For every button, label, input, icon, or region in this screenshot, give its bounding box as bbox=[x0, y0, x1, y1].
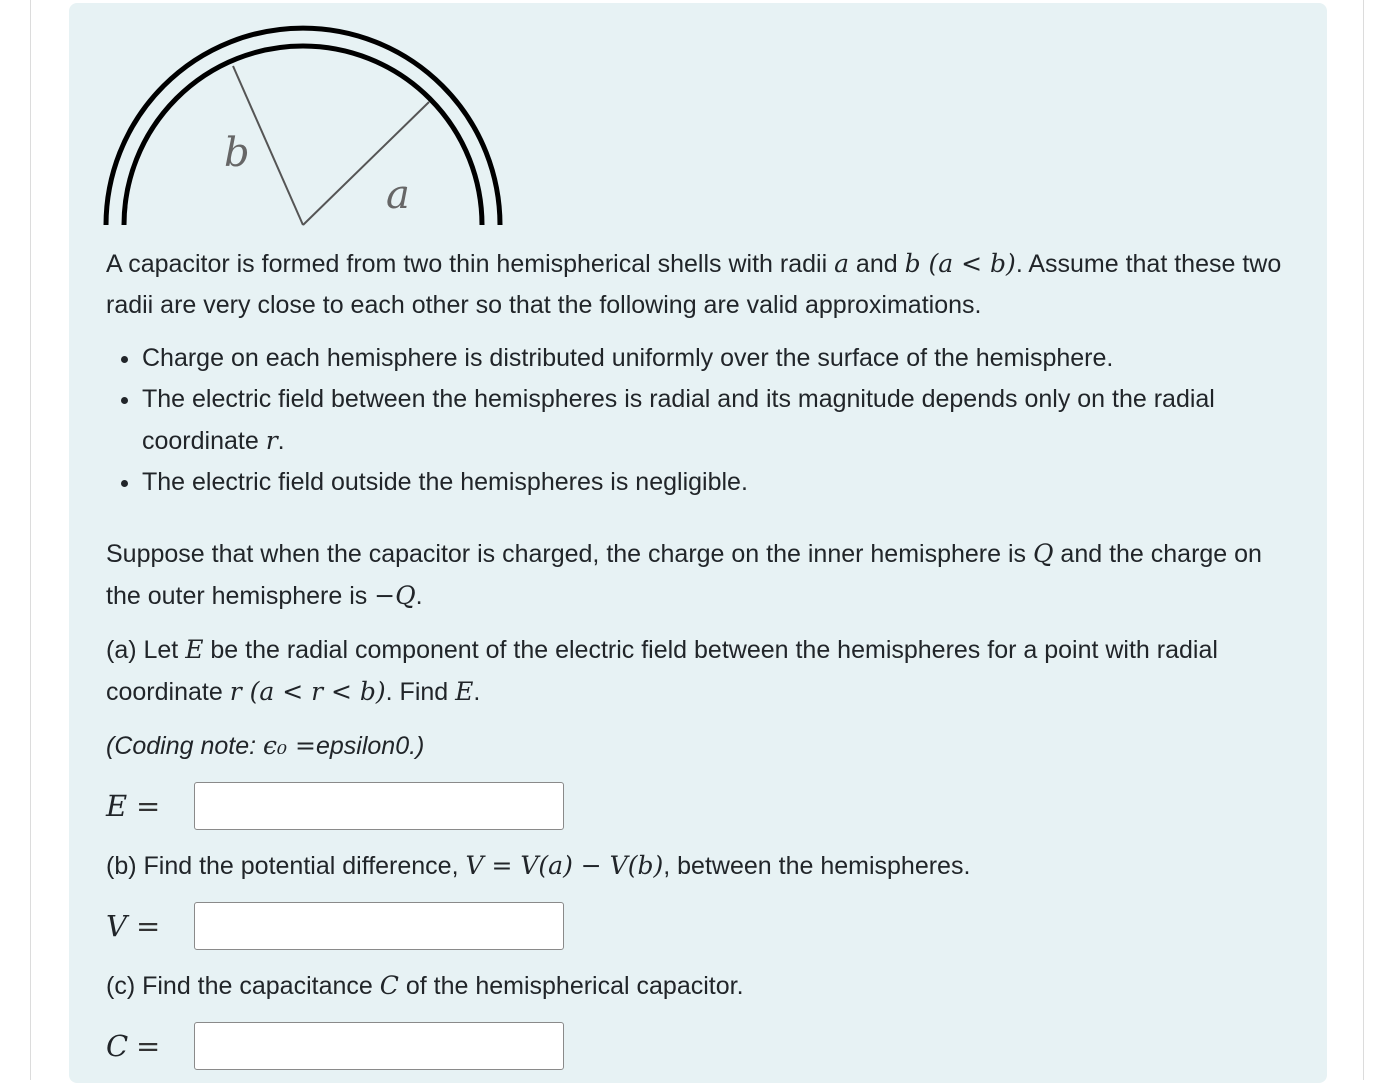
intro-paragraph: A capacitor is formed from two thin hemispherical shells with radii a and b (a < b). Assume that these two radii are very close to each other so that the following are valid approximations. bbox=[106, 249, 1282, 319]
part-a-prompt: (a) Let E be the radial component of the electric field between the hemispheres for a point with radial coordinate r (a < r < b). Find E. bbox=[106, 635, 1218, 706]
answer-input-c[interactable] bbox=[194, 1022, 564, 1070]
list-item: • The electric field between the hemispheres is radial and its magnitude depends only on the radial coordinate r. bbox=[142, 379, 1322, 462]
answer-var-v: V bbox=[106, 909, 127, 943]
answer-row-e bbox=[106, 780, 564, 832]
equals-sign: = bbox=[136, 789, 161, 823]
list-item: • Charge on each hemisphere is distributed uniformly over the surface of the hemisphere. bbox=[142, 338, 1322, 379]
coding-note: (Coding note: ϵ₀ =epsilon0.) bbox=[106, 731, 425, 760]
label-a: a bbox=[386, 172, 410, 218]
answer-input-v[interactable] bbox=[194, 902, 564, 950]
assumption-list bbox=[106, 338, 1322, 503]
answer-input-e[interactable] bbox=[194, 782, 564, 830]
answer-row-c bbox=[106, 1020, 564, 1072]
part-c-prompt: (c) Find the capacitance C of the hemispherical capacitor. bbox=[106, 971, 744, 1000]
answer-row-v bbox=[106, 900, 564, 952]
radius-a-line bbox=[303, 102, 429, 225]
equals-sign: = bbox=[136, 1029, 161, 1063]
suppose-paragraph: Suppose that when the capacitor is charged, the charge on the inner hemisphere is Q and the charge on the outer hemisphere is −Q. bbox=[106, 539, 1262, 610]
hemisphere-figure bbox=[100, 20, 510, 230]
answer-var-e: E bbox=[106, 789, 128, 823]
part-b-prompt: (b) Find the potential difference, V = V(a) − V(b), between the hemispheres. bbox=[106, 851, 971, 880]
list-item: • The electric field outside the hemispheres is negligible. bbox=[142, 462, 1322, 503]
equals-sign: = bbox=[136, 909, 161, 943]
label-b: b bbox=[224, 130, 250, 176]
answer-var-c: C bbox=[106, 1029, 129, 1063]
outer-shell bbox=[106, 28, 500, 225]
